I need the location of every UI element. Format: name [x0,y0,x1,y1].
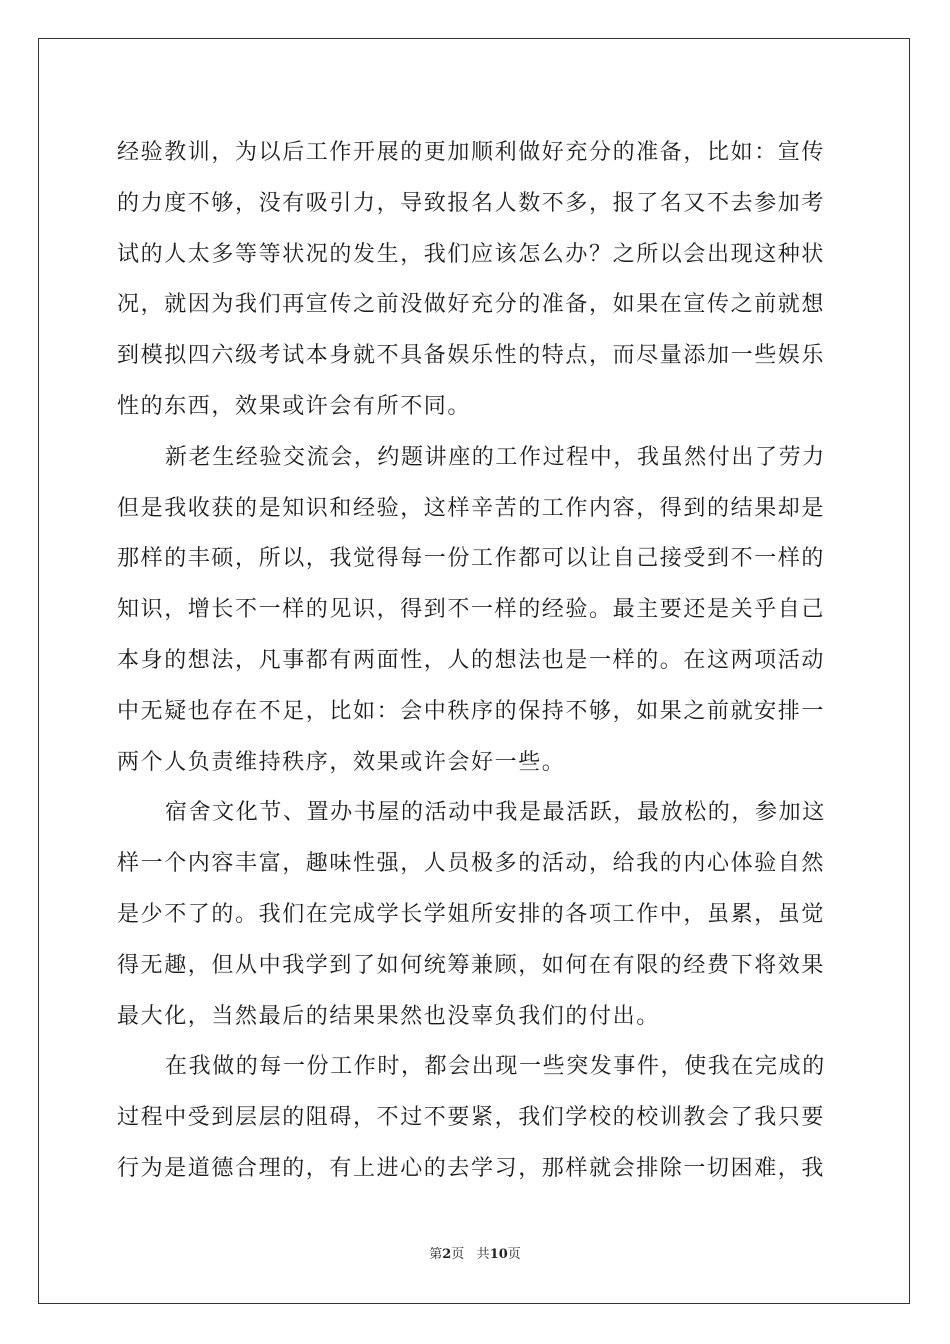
text-line-4: 况，就因为我们再宣传之前没做好充分的准备，如果在宣传之前就想 [117,292,826,318]
total-suffix: 页 [507,1247,521,1262]
text-line-14: 宿舍文化节、置办书屋的活动中我是最活跃，最放松的，参加这 [165,800,826,826]
text-line-9: 那样的丰硕，所以，我觉得每一份工作都可以让自己接受到不一样的 [117,546,826,572]
text-line-15: 样一个内容丰富，趣味性强，人员极多的活动，给我的内心体验自然 [117,851,826,877]
text-line-12: 中无疑也存在不足，比如：会中秩序的保持不够，如果之前就安排一 [117,698,826,724]
text-line-17: 得无趣，但从中我学到了如何统筹兼顾，如何在有限的经费下将效果 [117,952,826,978]
text-line-13: 两个人负责维持秩序，效果或许会好一些。 [117,749,566,775]
page-footer [0,1246,950,1264]
page-number: 2 [442,1247,452,1262]
page-prefix: 第 [429,1247,443,1262]
text-line-2: 的力度不够，没有吸引力，导致报名人数不多，报了名又不去参加考 [117,190,826,216]
text-line-20: 过程中受到层层的阻碍，不过不要紧，我们学校的校训教会了我只要 [117,1105,826,1131]
page-suffix: 页 [451,1247,465,1262]
document-body [117,128,833,1195]
text-line-3: 试的人太多等等状况的发生，我们应该怎么办？之所以会出现这种状 [117,241,826,267]
text-line-11: 本身的想法，凡事都有两面性，人的想法也是一样的。在这两项活动 [117,647,826,673]
text-line-21: 行为是道德合理的，有上进心的去学习，那样就会排除一切困难，我 [117,1155,826,1181]
text-line-16: 是少不了的。我们在完成学长学姐所安排的各项工作中，虽累，虽觉 [117,901,826,927]
total-pages: 10 [489,1247,508,1262]
text-line-10: 知识，增长不一样的见识，得到不一样的经验。最主要还是关乎自己 [117,597,826,623]
total-prefix: 共 [476,1247,490,1262]
text-line-19: 在我做的每一份工作时，都会出现一些突发事件，使我在完成的 [165,1054,826,1080]
text-line-5: 到模拟四六级考试本身就不具备娱乐性的特点，而尽量添加一些娱乐 [117,343,826,369]
text-line-18: 最大化，当然最后的结果果然也没辜负我们的付出。 [117,1003,660,1029]
text-line-1: 经验教训，为以后工作开展的更加顺利做好充分的准备，比如：宣传 [117,140,826,165]
text-line-7: 新老生经验交流会，约题讲座的工作过程中，我虽然付出了劳力 [165,444,826,470]
text-line-6: 性的东西，效果或许会有所不同。 [117,393,472,419]
text-line-8: 但是我收获的是知识和经验，这样辛苦的工作内容，得到的结果却是 [117,495,826,521]
